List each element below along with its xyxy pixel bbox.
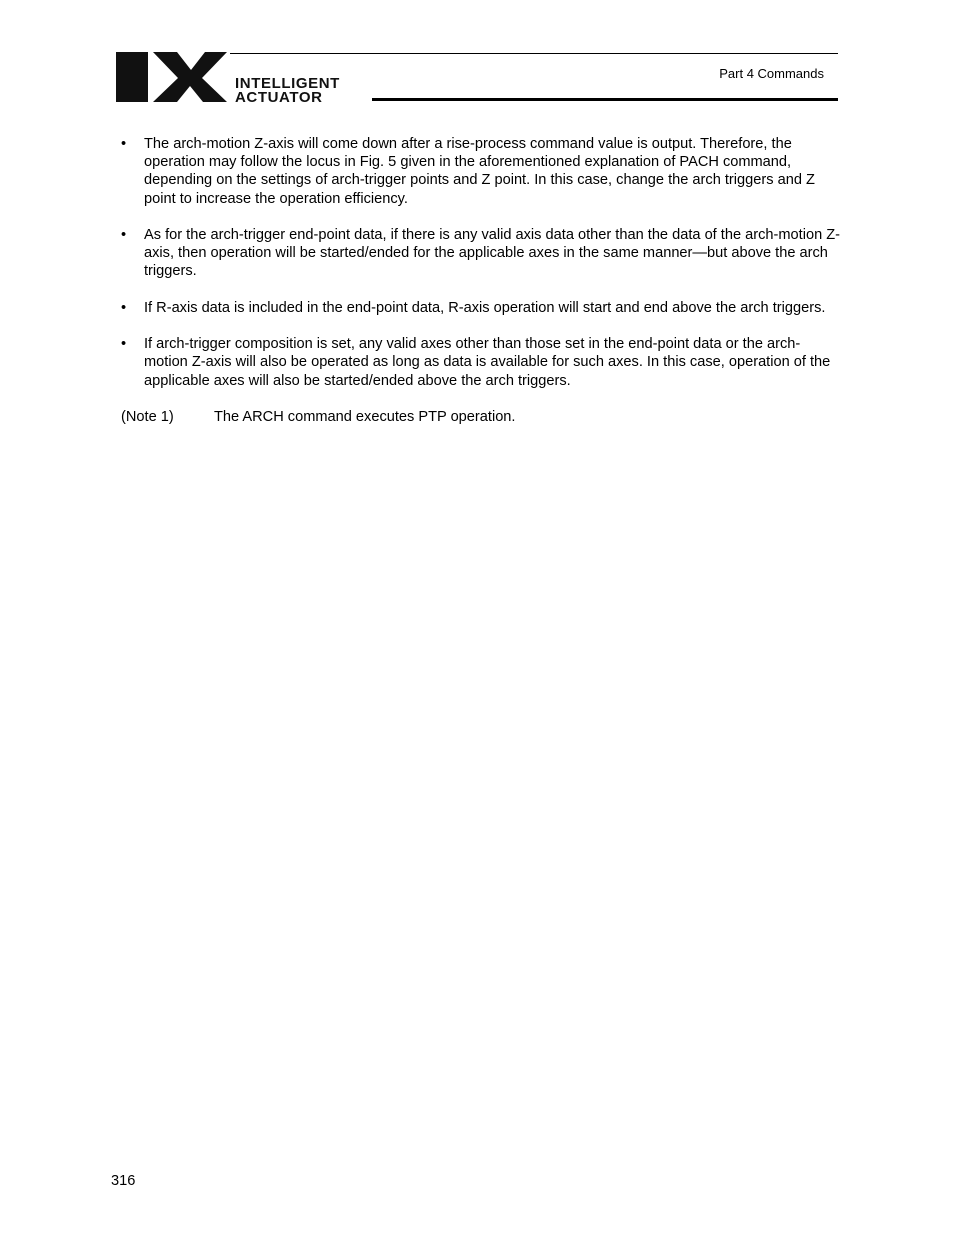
list-item — [121, 135, 841, 208]
bullet-text: As for the arch-trigger end-point data, if there is any valid axis data other than the data of the arch-motion Z-axis, then operation will be started/ended for the applicable axes in the same manner—but above the arch triggers. — [144, 227, 841, 280]
header-rule-thick — [372, 98, 838, 101]
bullet-list — [121, 135, 841, 390]
page-number: 316 — [111, 1173, 136, 1189]
list-item — [121, 226, 841, 281]
bullet-symbol: • — [121, 336, 127, 353]
logo-text-line1: INTELLIGENT — [235, 75, 340, 92]
bullet-text: If arch-trigger composition is set, any valid axes other than those set in the end-point data or the arch-motion Z-axis will also be operated as long as data is available for such axes. In this case, operation of the applicable axes will also be started/ended above the arch triggers. — [144, 336, 831, 389]
list-item — [121, 335, 841, 390]
bullet-symbol: • — [121, 299, 127, 316]
logo-text-line2: ACTUATOR — [235, 89, 323, 104]
section-title: Part 4 Commands — [719, 66, 824, 81]
note — [121, 408, 841, 426]
header-rule-thin — [230, 53, 838, 54]
bullet-symbol: • — [121, 136, 127, 152]
bullet-text: If R-axis data is included in the end-point data, R-axis operation will start and end above the arch triggers. — [144, 299, 826, 316]
page-content — [121, 135, 841, 426]
note-label: (Note 1) — [121, 408, 174, 425]
bullet-text: The arch-motion Z-axis will come down after a rise-process command value is output. Therefore, the operation may follow the locus in Fig. 5 given in the aforementioned explanation of PACH command, depending on the settings of arch-trigger points and Z point. In this case, change the arch triggers and Z point to increase the operation efficiency. — [144, 136, 815, 207]
company-logo — [115, 52, 400, 104]
bullet-symbol: • — [121, 227, 127, 243]
note-text: The ARCH command executes PTP operation. — [214, 408, 516, 425]
list-item — [121, 299, 841, 317]
